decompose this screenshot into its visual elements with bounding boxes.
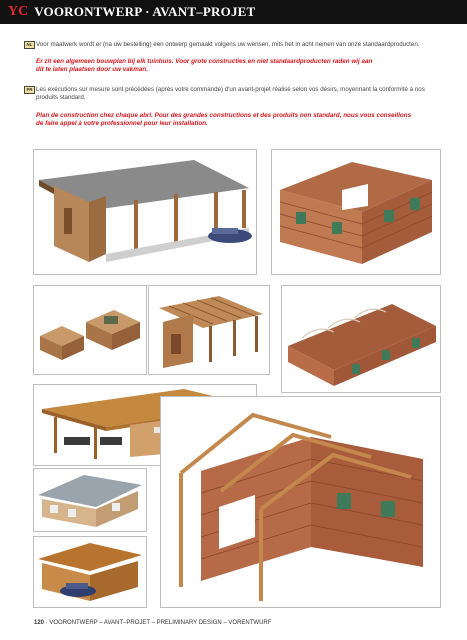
section-code: YC (8, 4, 29, 19)
pergola-render-image (148, 285, 270, 375)
nl-note-line1: Er zit een algemeen bouwplan bij elk tuinhuis. Voor grote constructies en niet standaardproducten raden wij aan (36, 58, 373, 65)
car-shelter-render-image (33, 536, 147, 608)
nl-text: Voor maatwerk wordt er (na uw bestelling) een ontwerp gemaakt volgens uw wensen, mits het in acht nemen van onze standaardproducten. (36, 41, 420, 48)
fr-note-line2: de faire appel à votre professionnel pour leur installation. (36, 120, 208, 127)
carport-render-image (33, 149, 257, 275)
page-title: VOORONTWERP · AVANT–PROJET (34, 4, 256, 19)
fr-text-line2: produits standard. (36, 94, 86, 101)
page-header (0, 0, 467, 24)
page-footer (34, 620, 271, 626)
modules-render-image (33, 285, 147, 375)
fr-text-line1: Les exécutions sur mesure sont précédées (après votre commande) d'un avant-projet réalisé selon vos désirs, moyennant la conformité à nos (36, 86, 425, 93)
fr-note-line1: Plan de construction chez chaque abri. Pour des grandes constructions et des produits non standard, nous vous conseillons (36, 112, 412, 119)
footer-text: · VOORONTWERP – AVANT–PROJET – PRELIMINARY DESIGN – VORENTWURF (45, 620, 272, 626)
fr-flag-icon: FR (24, 86, 35, 94)
chalet-render-image (33, 468, 147, 532)
nl-flag-icon: NL (24, 41, 35, 49)
timber-frame-render-image (160, 396, 441, 608)
long-building-render-image (281, 285, 441, 393)
nl-note-line2: dit te laten plaatsen door uw vakman. (36, 66, 148, 73)
timber-house-render-image (271, 149, 441, 275)
page-number: 120 (34, 620, 45, 626)
